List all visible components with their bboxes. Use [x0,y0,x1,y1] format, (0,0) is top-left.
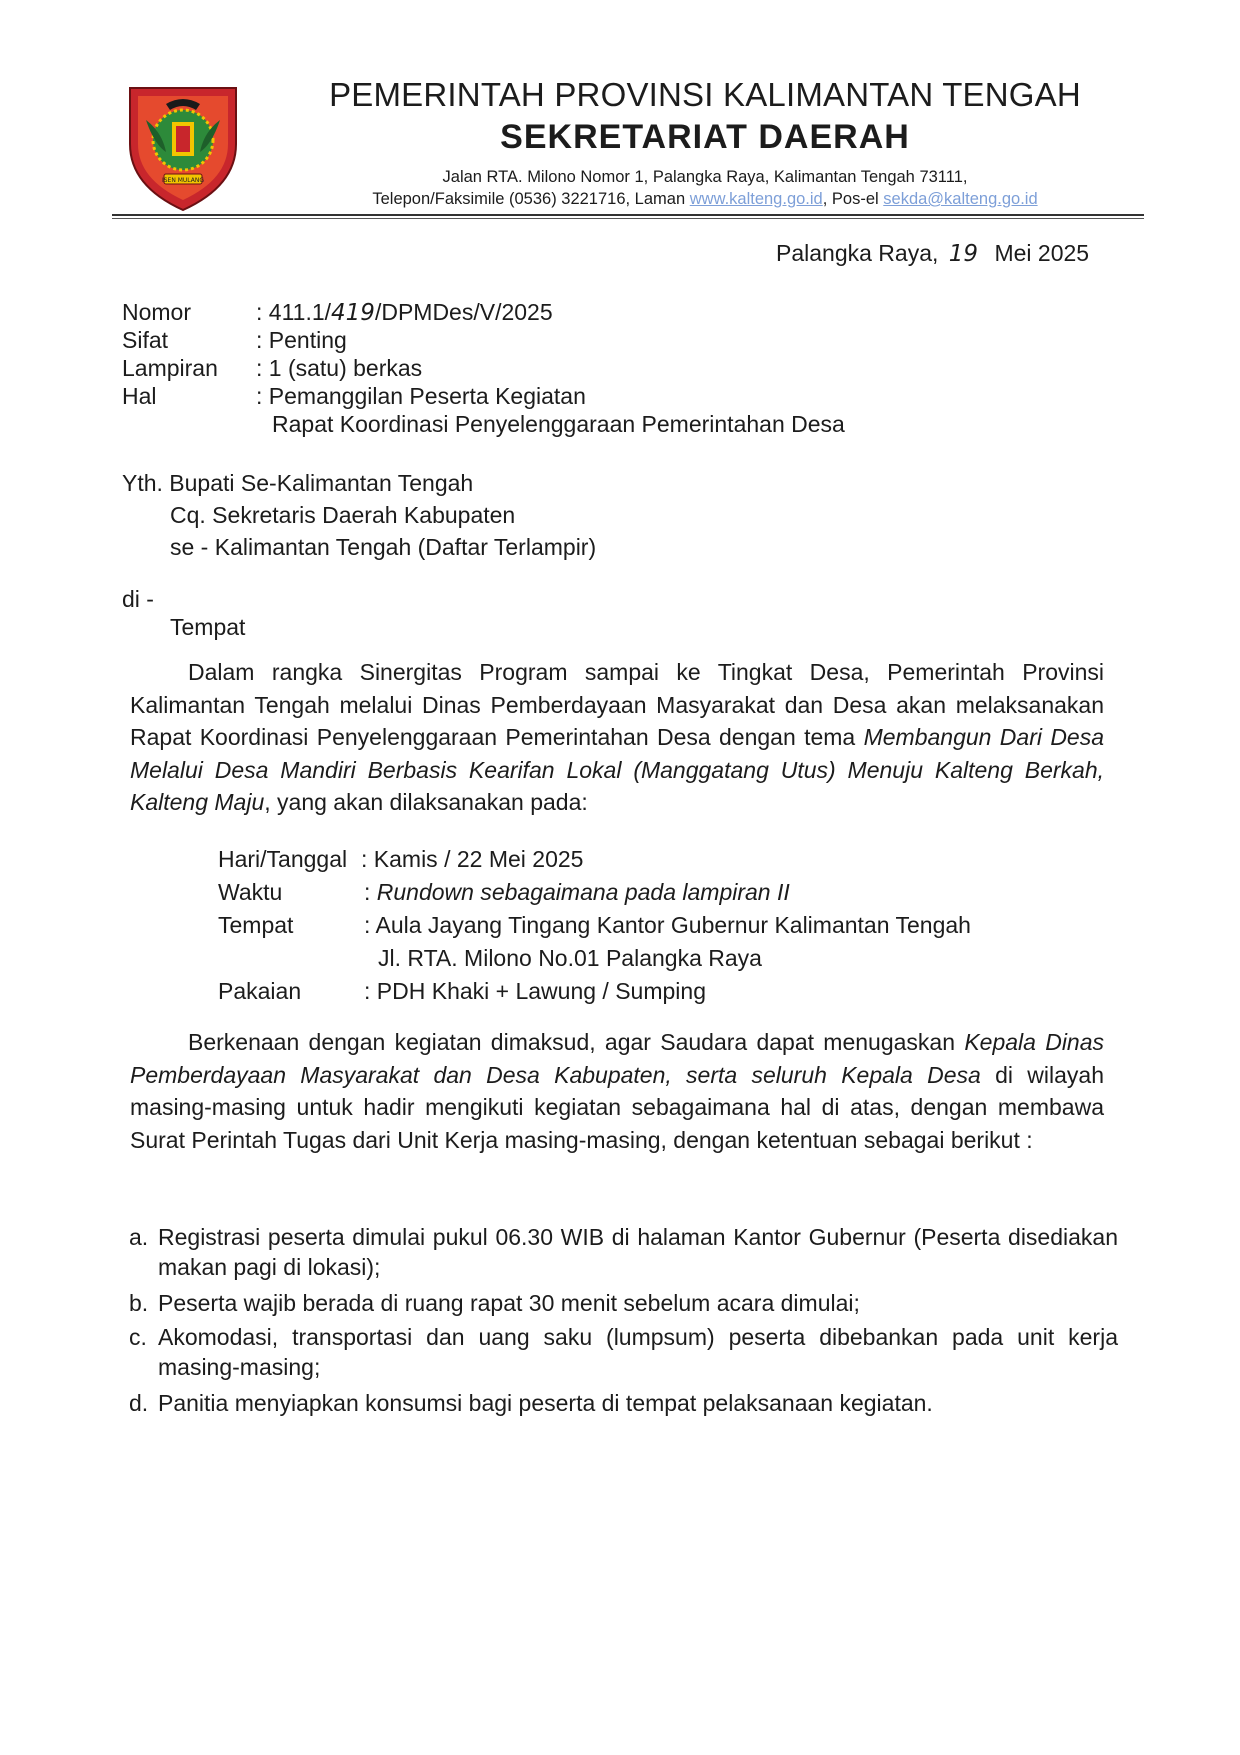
opening-paragraph [130,656,1104,819]
letter-date [776,240,1089,267]
date-place: Palangka Raya, [776,240,939,266]
waktu-value [364,879,790,906]
letterhead-office: SEKRETARIAT DAERAH [500,118,910,156]
addressee-line3: se - Kalimantan Tengah (Daftar Terlampir) [170,534,597,560]
letterhead-contact [300,190,1110,209]
addressee-tempat: Tempat [170,614,246,640]
email-prefix: , Pos-el [822,190,879,208]
hal-label: Hal [122,383,157,409]
tempat-value-line1: : Aula Jayang Tingang Kantor Gubernur Kalimantan Tengah [364,912,971,938]
email-link[interactable]: sekda@kalteng.go.id [883,190,1038,208]
paragraph1-text: Dalam rangka Sinergitas Program sampai ke Tingkat Desa, Pemerintah Provinsi Kalimantan Tengah melalui Dinas Pemberdayaan Masyarakat dan Desa akan melaksanakan Rapat Koordinasi Penyelenggaraan Pemerintahan Desa dengan tema [130,659,1104,750]
website-link[interactable]: www.kalteng.go.id [689,190,823,208]
nomor-prefix: : 411.1/ [256,299,332,325]
letterhead-divider-thin [112,218,1144,219]
paragraph1-theme: Membangun Dari Desa Melalui Desa Mandiri Berbasis Kearifan Lokal (Manggatang Utus) Menuju Kalteng Berkah, Kalteng Maju [130,724,1105,815]
tempat-label: Tempat [218,912,294,938]
hal-value-line2: Rapat Koordinasi Penyelenggaraan Pemerintahan Desa [272,411,845,437]
waktu-text: Rundown sebagaimana pada lampiran II [376,879,790,905]
letterhead-divider [112,214,1144,216]
date-month-year: Mei 2025 [994,240,1090,266]
addressee-di: di - [122,586,154,612]
lampiran-label: Lampiran [122,355,218,381]
provision-item: Akomodasi, transportasi dan uang saku (lumpsum) peserta dibebankan pada unit kerja masing-masing; [158,1324,1118,1380]
letterhead-address: Jalan RTA. Milono Nomor 1, Palangka Raya, Kalimantan Tengah 73111, [442,168,968,186]
paragraph2-italic: Kepala Dinas Pemberdayaan Masyarakat dan Desa Kabupaten, serta seluruh Kepala Desa [130,1029,1105,1088]
provision-item: Peserta wajib berada di ruang rapat 30 menit sebelum acara dimulai; [158,1290,860,1316]
hal-value-line1: : Pemanggilan Peserta Kegiatan [256,383,586,409]
paragraph1-tail: , yang akan dilaksanakan pada: [264,789,588,815]
nomor-suffix: /DPMDes/V/2025 [374,299,553,325]
provision-letter: d. [129,1390,149,1416]
addressee-line2: Cq. Sekretaris Daerah Kabupaten [170,502,516,528]
provision-letter: b. [129,1290,149,1316]
nomor-value [256,299,553,326]
provision-letter: a. [129,1224,149,1250]
logo-motto: ISEN MULANG [161,177,205,184]
paragraph2-tail: di wilayah masing-masing untuk hadir mengikuti kegiatan sebagaimana hal di atas, dengan membawa Surat Perintah Tugas dari Unit Kerja masing-masing, dengan ketentuan sebagai berikut : [130,1061,1105,1153]
tempat-value-line2: Jl. RTA. Milono No.01 Palangka Raya [378,945,762,971]
letterhead-province: PEMERINTAH PROVINSI KALIMANTAN TENGAH [329,76,1081,113]
pakaian-value: : PDH Khaki + Lawung / Sumping [364,978,706,1004]
addressee-line1: Yth. Bupati Se-Kalimantan Tengah [122,470,474,496]
lampiran-value: : 1 (satu) berkas [256,355,423,381]
pakaian-label: Pakaian [218,978,302,1004]
waktu-label: Waktu [218,879,283,905]
sifat-value: : Penting [256,327,347,353]
hari-label: Hari/Tanggal [218,846,348,872]
hari-value: : Kamis / 22 Mei 2025 [361,846,584,872]
paragraph2-text: Berkenaan dengan kegiatan dimaksud, agar Saudara dapat menugaskan [188,1029,956,1055]
provision-letter: c. [129,1324,147,1350]
provision-item: Registrasi peserta dimulai pukul 06.30 WIB di halaman Kantor Gubernur (Peserta disediakan makan pagi di lokasi); [158,1224,1118,1280]
provision-item: Panitia menyiapkan konsumsi bagi peserta di tempat pelaksanaan kegiatan. [158,1390,933,1416]
kalteng-coat-of-arms-logo [126,82,240,214]
waktu-colon: : [364,879,371,905]
sifat-label: Sifat [122,327,169,353]
contact-prefix: Telepon/Faksimile (0536) 3221716, Laman [372,190,686,208]
date-day-handwritten: 19 [948,241,979,267]
nomor-label: Nomor [122,299,192,325]
nomor-handwritten: 419 [331,300,375,326]
instruction-paragraph [130,1026,1104,1156]
